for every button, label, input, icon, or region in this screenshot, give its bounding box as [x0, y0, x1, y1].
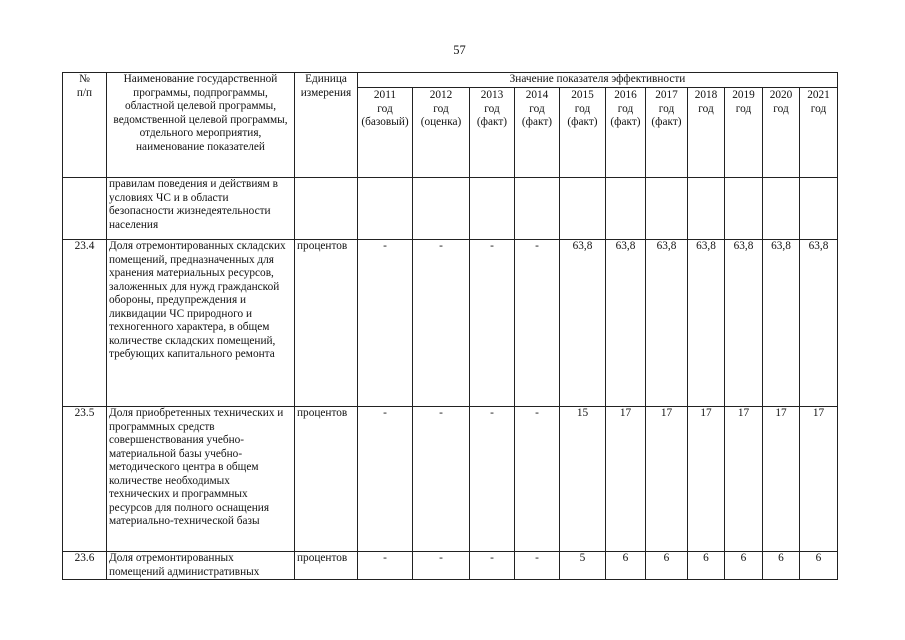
indicator-name: Доля отремонтированных складских помещений, предназначенных для хранения материальных ресурсов, заложенных для нужд гражданской обороны, предупреждения и ликвидации ЧС природного и техногенного характера, в общем количестве складских помещений, требующих капитального ремонта: [107, 240, 295, 407]
indicator-unit: процентов: [295, 407, 358, 552]
value-cell: [413, 178, 470, 240]
table-row: [63, 407, 838, 552]
header-year-year: 2021: [807, 89, 830, 101]
value-cell: [470, 178, 515, 240]
indicator-unit: [295, 178, 358, 240]
header-year-note: (факт): [567, 116, 598, 128]
value-cell: 63,8: [560, 240, 606, 407]
header-year-note: (факт): [651, 116, 682, 128]
value-cell: [515, 178, 560, 240]
value-cell: 63,8: [688, 240, 725, 407]
indicator-name: Доля отремонтированных помещений административных: [107, 552, 295, 580]
indicator-table: [62, 72, 838, 580]
value-cell: [688, 178, 725, 240]
value-cell: -: [470, 240, 515, 407]
value-cell: [358, 178, 413, 240]
value-cell: -: [358, 407, 413, 552]
header-year-note: (факт): [610, 116, 641, 128]
value-cell: -: [413, 407, 470, 552]
row-number: 23.4: [63, 240, 107, 407]
header-year-word: год: [658, 102, 675, 115]
value-cell: [800, 178, 838, 240]
value-cell: 6: [800, 552, 838, 580]
value-cell: 63,8: [763, 240, 800, 407]
value-cell: 6: [725, 552, 763, 580]
header-year-word: год: [735, 102, 752, 115]
header-year-word: год: [617, 102, 634, 115]
value-cell: 63,8: [800, 240, 838, 407]
header-year-year: 2019: [732, 89, 755, 101]
value-cell: -: [515, 407, 560, 552]
header-year-year: 2014: [525, 89, 549, 101]
header-year-word: год: [773, 102, 789, 115]
header-year-2011: [358, 88, 413, 178]
header-year-2020: [763, 88, 800, 178]
header-year-2021: [800, 88, 838, 178]
header-year-year: 2011: [373, 89, 397, 101]
value-cell: 15: [560, 407, 606, 552]
row-number: 23.6: [63, 552, 107, 580]
row-number: [63, 178, 107, 240]
header-year-note: (базовый): [361, 116, 409, 128]
value-cell: 17: [725, 407, 763, 552]
value-cell: 63,8: [646, 240, 688, 407]
header-year-2014: [515, 88, 560, 178]
value-cell: 5: [560, 552, 606, 580]
header-year-word: год: [377, 102, 393, 115]
header-year-2017: [646, 88, 688, 178]
value-cell: -: [358, 552, 413, 580]
value-cell: 17: [646, 407, 688, 552]
table-row: [63, 240, 838, 407]
value-cell: -: [413, 552, 470, 580]
header-year-word: год: [574, 102, 591, 115]
value-cell: [725, 178, 763, 240]
header-year-2013: [470, 88, 515, 178]
header-year-year: 2013: [480, 89, 504, 101]
header-year-2015: [560, 88, 606, 178]
header-year-word: год: [484, 102, 500, 115]
header-year-year: 2020: [769, 89, 793, 101]
header-name: Наименование государственной программы, подпрограммы, областной целевой программы, ведомственной целевой программы, отдельного мероприятия, наименование показателей: [107, 73, 295, 178]
value-cell: [560, 178, 606, 240]
value-cell: 6: [688, 552, 725, 580]
header-year-year: 2015: [571, 89, 594, 101]
value-cell: 17: [800, 407, 838, 552]
value-cell: 6: [646, 552, 688, 580]
header-year-2016: [606, 88, 646, 178]
table-row: [63, 178, 838, 240]
value-cell: -: [515, 240, 560, 407]
header-year-year: 2016: [614, 89, 637, 101]
value-cell: [606, 178, 646, 240]
value-cell: [763, 178, 800, 240]
value-cell: 6: [763, 552, 800, 580]
header-row: [63, 73, 838, 88]
row-number: 23.5: [63, 407, 107, 552]
indicator-unit: процентов: [295, 240, 358, 407]
header-year-2012: [413, 88, 470, 178]
header-year-word: год: [810, 102, 827, 115]
header-year-note: (факт): [476, 116, 508, 128]
value-cell: 17: [606, 407, 646, 552]
indicator-unit: процентов: [295, 552, 358, 580]
value-cell: [646, 178, 688, 240]
value-cell: -: [358, 240, 413, 407]
indicator-name: правилам поведения и действиям в условиях ЧС и в области безопасности жизнедеятельности населения: [107, 178, 295, 240]
value-cell: -: [413, 240, 470, 407]
indicator-name: Доля приобретенных технических и программных средств совершенствования учебно-материальной базы учебно-методического центра в общем количестве необходимых технических и программных ресурсов для полного оснащения материально-технической базы: [107, 407, 295, 552]
value-cell: -: [470, 552, 515, 580]
header-year-word: год: [529, 102, 545, 115]
header-year-year: 2012: [429, 89, 453, 101]
value-cell: 6: [606, 552, 646, 580]
header-num: № п/п: [63, 73, 107, 178]
value-cell: 63,8: [725, 240, 763, 407]
table-body: [63, 178, 838, 580]
header-year-note: (факт): [521, 116, 553, 128]
header-group: Значение показателя эффективности: [358, 73, 838, 88]
header-unit: Единица измерения: [295, 73, 358, 178]
header-year-2018: [688, 88, 725, 178]
header-year-2019: [725, 88, 763, 178]
header-year-year: 2018: [694, 89, 718, 101]
header-year-word: год: [698, 102, 714, 115]
page-number: 57: [453, 43, 466, 57]
value-cell: -: [515, 552, 560, 580]
value-cell: 17: [688, 407, 725, 552]
value-cell: 63,8: [606, 240, 646, 407]
header-year-note: (оценка): [420, 116, 462, 128]
value-cell: 17: [763, 407, 800, 552]
header-year-word: год: [433, 102, 449, 115]
value-cell: -: [470, 407, 515, 552]
header-year-year: 2017: [655, 89, 678, 101]
table-row: [63, 552, 838, 580]
